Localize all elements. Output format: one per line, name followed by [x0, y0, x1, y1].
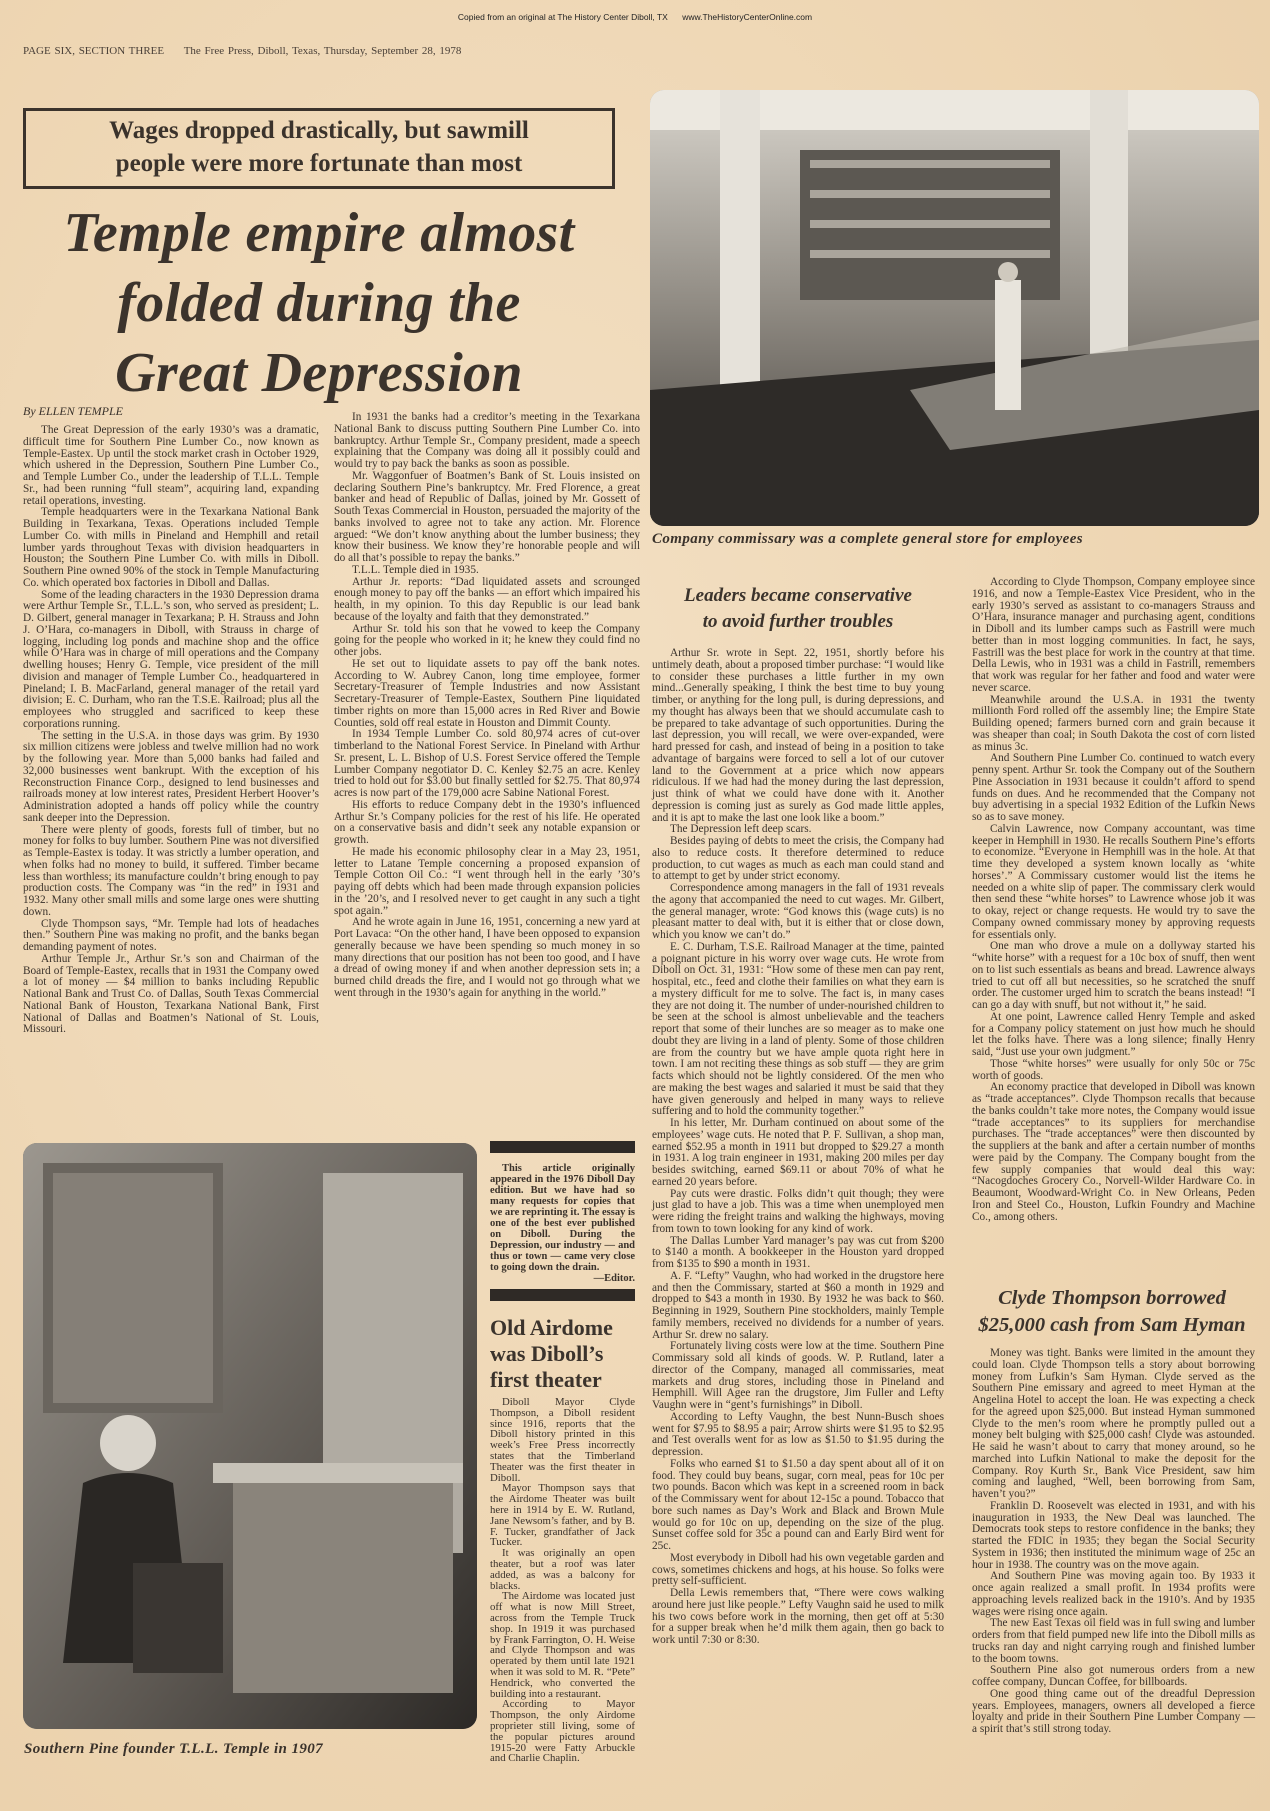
paragraph: Those “white horses” were usually for only 50c or 75c worth of goods. — [972, 1057, 1255, 1082]
leaders-subhead — [652, 583, 944, 635]
paragraph: He set out to liquidate assets to pay off the bank notes. According to W. Aubrey Canon, long time employee, former Secretary-Treasurer of Temple Industries and now Assistant Secretary-Treasurer of Temple-Eastex, Southern Pine liquidated timber rights on more than 15,000 acres in Red River and Bowie Counties, sold off real estate in Houston and Dimmit County. — [334, 657, 640, 729]
subhead-line: $25,000 cash from Sam Hyman — [978, 1314, 1246, 1336]
commissary-photo-image — [650, 90, 1259, 526]
paragraph: Correspondence among managers in the fall of 1931 reveals the agony that accompanied the need to cut wages. Mr. Gilbert, the general manager, wrote: “God knows this (wage cuts) is no pleasant matter to deal with, but it is either that or close down, which you know we can’t do.” — [652, 882, 944, 941]
founder-photo-image — [23, 1143, 477, 1729]
paragraph: There were plenty of goods, forests full of timber, but no money for folks to buy lumber. Southern Pine was not diversified as Temple-Eastex is today. It was strictly a lumber operation, and when folks had no money to build, it suffered. Timber became less than worthless; its manufacture couldn’t bring enough to pay production costs. The Company was “in the red” in 1931 and 1932. Many other small mills and some large ones were shutting down. — [23, 823, 319, 918]
credit-url: www.TheHistoryCenterOnline.com — [682, 12, 813, 22]
paragraph: He made his economic philosophy clear in a May 23, 1951, letter to Latane Temple concerning a proposed expansion of Temple Cotton Oil Co.: “I went through hell in the early ’30’s paying off debts which had been made through expansion policies in the ’20’s, and I resolved never to get caught in any such a tight spot again.” — [334, 845, 640, 917]
column-3 — [652, 648, 944, 1647]
paragraph: The Dallas Lumber Yard manager’s pay was cut from $200 to $140 a month. A bookkeeper in the Houston yard dropped from $135 to $90 a month in 1931. — [652, 1234, 944, 1270]
paragraph: Some of the leading characters in the 1930 Depression drama were Arthur Temple Sr., T.L.L.’s son, who served as president; L. D. Gilbert, general manager in Texarkana; P. H. Strauss and John J. O’Hara, co-managers in Diboll, with Strauss in charge of logging, including log ponds and machine shop and the office while O’Hara was in charge of mill operations and the Company dwelling houses; Henry G. Temple, vice president of the mill division and manager of Temple Lumber Co., headquartered in Pineland; I. B. MacFarland, general manager of the retail yard division; E. C. Durham, who ran the T.S.E. Railroad; plus all the employees who struggled and sacrificed to keep these corporations running. — [23, 588, 319, 730]
paragraph: Besides paying of debts to meet the crisis, the Company had also to reduce costs. It therefore determined to reduce production, to cut wages as much as each man could stand and to attempt to get by under strict economy. — [652, 835, 944, 883]
sidebar-title-line: was Diboll’s — [490, 1341, 604, 1366]
deck-box — [23, 108, 615, 189]
paragraph: One good thing came out of the dreadful Depression years. Employees, managers, owners all developed a fierce loyalty and pride in their Southern Pine Lumber Company — a spirit that’s still strong today. — [972, 1687, 1255, 1735]
sidebar-title — [490, 1315, 635, 1393]
page-folio — [23, 45, 477, 57]
paragraph: E. C. Durham, T.S.E. Railroad Manager at the time, painted a poignant picture in his worry over wage cuts. He wrote from Diboll on Oct. 31, 1931: “How some of these men can pay rent, hospital, etc., feed and clothe their families on what they earn is a mystery difficult for me to solve. The fact is, in many cases they are not doing it. The number of under-nourished children to be seen at the school is almost unbelievable and the teachers report that some of their lunches are so meager as to make one doubt they are living in a land of plenty. Some of those children are from the country but we have ample quota right here in town. I am not reciting these things as sob stuff — they are grim facts which should not be lightly considered. Of the men who are making the best wages and salaried it must be said that they have given generously and helped in many ways to relieve suffering and to hold the community together.” — [652, 940, 944, 1118]
archive-credit — [0, 12, 1270, 22]
founder-caption: Southern Pine founder T.L.L. Temple in 1907 — [24, 1741, 324, 1757]
paragraph: Arthur Temple Jr., Arthur Sr.’s son and Chairman of the Board of Temple-Eastex, recalls that in 1931 the Company owed a lot of money — $4 million to banks including Republic National Bank and Trust Co. of Dallas, South Texas Commercial National Bank of Houston, Texarkana National Bank, First National of Dallas and Boatmen’s National of St. Louis, Missouri. — [23, 952, 319, 1036]
main-headline — [23, 198, 615, 408]
column-4 — [972, 577, 1255, 1223]
editor-note — [490, 1163, 635, 1284]
paragraph: Franklin D. Roosevelt was elected in 1931, and with his inauguration in 1933, the New Deal was launched. The Democrats took steps to restore confidence in the banks; they started the FDIC in 1935; they began the Social Security System in 1936; then instituted the minimum wage of 25c an hour in 1938. The country was on the move again. — [972, 1499, 1255, 1571]
paragraph: According to Lefty Vaughn, the best Nunn-Busch shoes went for $7.95 to $8.95 a pair; Arrow shirts were $1.95 to $2.95 and Test overalls went for as low as $1.50 to $1.95 during the depression. — [652, 1410, 944, 1458]
editor-signature: —Editor. — [593, 1273, 635, 1284]
sidebar-title-line: first theater — [490, 1367, 602, 1392]
paragraph: The new East Texas oil field was in full swing and lumber orders from that field pumped new life into the Diboll mills as trucks ran day and night carrying rough and finished lumber to the boom towns. — [972, 1617, 1255, 1665]
paragraph: Clyde Thompson says, “Mr. Temple had lots of headaches then.” Southern Pine was making no profit, and the banks began demanding payment of notes. — [23, 917, 319, 953]
paragraph: Folks who earned $1 to $1.50 a day spent about all of it on food. They could buy beans, sugar, corn meal, peas for 10c per two pounds. Bacon which was kept in a screened room in back of the Commissary went for about 12-15c a pound. Tobacco that bore such names as Day’s Work and Black and Brown Mule would go for 10c on up, depending on the size of the plug. Sunset coffee sold for 35c a pound can and Early Bird went for 25c. — [652, 1457, 944, 1552]
folio-page: PAGE SIX, SECTION THREE — [23, 45, 165, 57]
commissary-caption: Company commissary was a complete general store for employees — [652, 531, 1084, 547]
paragraph: Mr. Waggonfuer of Boatmen’s Bank of St. Louis insisted on declaring Southern Pine’s bankruptcy. Mr. Fred Florence, a great banker and head of Republic of Dallas, joined by Mr. Gossett of South Texas Commercial in Houston, persuaded the majority of the banks involved to agree not to take any action. Mr. Florence argued: “We don’t know anything about the lumber business; they know their business. We know they’re honorable people and will do all that’s possible to repay the banks.” — [334, 469, 640, 564]
sidebar-body — [490, 1397, 635, 1764]
paragraph: Temple headquarters were in the Texarkana National Bank Building in Texarkana, Texas. Operations included Temple Lumber Co. with mills in Pineland and Hemphill and retail lumber yards throughout Texas with division headquarters in Houston; the Southern Pine Lumber Co. with mills in Diboll. Southern Pine owned 90% of the stock in Temple Manufacturing Co. which operated box factories in Diboll and Dallas. — [23, 506, 319, 589]
paragraph: T.L.L. Temple died in 1935. — [352, 563, 479, 576]
column-1 — [23, 425, 319, 1036]
deck-line: people were more fortunate than most — [115, 150, 523, 177]
founder-photo — [23, 1143, 477, 1729]
commissary-photo — [650, 90, 1259, 526]
sidebar-rule — [490, 1141, 635, 1153]
paragraph: In his letter, Mr. Durham continued on about some of the employees’ wage cuts. He noted that P. F. Sullivan, a shop man, earned $52.95 a month in 1911 but dropped to $29.27 a month in 1931. A log train engineer in 1931, making 200 miles per day besides switching, earned $69.11 or about 70% of what he earned 20 years before. — [652, 1117, 944, 1188]
sidebar-title-line: Old Airdome — [490, 1315, 613, 1340]
editor-note-text: This article originally appeared in the 1976 Diboll Day edition. But we have had so many requests for copies that we are reprinting it. The essay is one of the best ever published on Diboll. During the Depression, our industry — and thus or town — came very close to going down the drain. — [490, 1163, 635, 1273]
paragraph: The setting in the U.S.A. in those days was grim. By 1930 six million citizens were jobless and twelve million had no work by the following year. More than 5,000 banks had failed and 32,000 businesses went bankrupt. With the exception of his Reconstruction Finance Corp., designed to lend businesses and railroads money at low interest rates, President Herbert Hoover’s Administration adopted a hands off policy while the country sank deeper into the Depression. — [23, 729, 319, 824]
paragraph: His efforts to reduce Company debt in the 1930’s influenced Arthur Sr.’s Company policies for the rest of his life. He operated on a conservative basis and didn’t seek any notable expansion or growth. — [334, 798, 640, 846]
subhead-line: to avoid further troubles — [702, 611, 894, 632]
paragraph: Calvin Lawrence, now Company accountant, was time keeper in Hemphill in 1930. He recalls Southern Pine’s efforts to economize. “Everyone in Hemphill was in the hole. At that time they developed a system known locally as ‘white horses’.” A Commissary customer would list the items he needed on a white slip of paper. The commissary clerk would then send these “white horses” to Lawrence whose job it was to okay, reject or change requests. He would try to save the Company owned commissary money by approving requests for essentials only. — [972, 822, 1255, 941]
paragraph: And Southern Pine was moving again too. By 1933 it once again realized a small profit. In 1934 profits were approaching levels realized back in the 1910’s. And by 1935 wages were rising once again. — [972, 1570, 1255, 1618]
paragraph: Arthur Sr. wrote in Sept. 22, 1951, shortly before his untimely death, about a proposed timber purchase: “I would like to consider these purchases a little further in my own mind...Generally speaking, I think the best time to buy young timber, or anything for the long pull, is during depressions, and my thought has always been that we should accumulate cash to be prepared to take advantage of such opportunities. During the last depression, you will recall, we were over-expanded, were hard pressed for cash, and instead of being in a position to take advantage of bargains were forced to sell a lot of our cutover land to the Government at a price which now appears ridiculous. If we had had the money during the last depression, just think of what we could have done with it. Another depression is coming just as surely as God made little apples, and it is apt to make the last one look like a boom.” — [652, 647, 944, 824]
airdome-sidebar — [490, 1141, 635, 1764]
paragraph: According to Mayor Thompson, the only Airdome proprieter still living, some of the popular pictures around 1915-20 were Fatty Arbuckle and Charlie Chaplin. — [490, 1698, 635, 1765]
paragraph: At one point, Lawrence called Henry Temple and asked for a Company policy statement on just how much he should let the folks have. There was a long silence; finally Henry said, “Just use your own judgment.” — [972, 1010, 1255, 1058]
paragraph: An economy practice that developed in Diboll was known as “trade acceptances”. Clyde Thompson recalls that because the banks couldn’t take more notes, the Company would issue “trade acceptances” to its suppliers for merchandise purchases. The “trade acceptances” were then discounted by the suppliers at the bank and after a certain number of months were paid by the Company. The Company bought from the few supply companies that would deal this way: “Nacogdoches Grocery Co., Norvell-Wilder Hardware Co. in Beaumont, Woodward-Wright Co. in New Orleans, Peden Iron and Steel Co., Houston, Lufkin Foundry and Machine Co., among others. — [972, 1081, 1255, 1223]
paragraph: A. F. “Lefty” Vaughn, who had worked in the drugstore here and then the Commissary, started at $60 a month in 1929 and dropped to $43 a month in 1930. By 1932 he was back to $60. Beginning in 1929, Southern Pine stockholders, mainly Temple family members, received no dividends for a number of years. Arthur Sr. drew no salary. — [652, 1269, 944, 1341]
paragraph: And he wrote again in June 16, 1951, concerning a new yard at Port Lavaca: “On the other hand, I have been opposed to expansion generally because we have been spending so much money in so many directions that our position has not been too good, and I have a dread of owing money if and when another depression sets in; a burned child dreads the fire, and I would not go through what we went through in the 1930’s again for anything in the world.” — [334, 916, 640, 999]
subhead-line: Clyde Thompson borrowed — [998, 1287, 1226, 1309]
headline-line: folded during the — [117, 272, 521, 334]
paragraph: Mayor Thompson says that the Airdome Theater was built here in 1914 by E. W. Rutland, Jane Newsom’s father, and by B. F. Tucker, grandfather of Jack Tucker. — [490, 1482, 635, 1549]
paragraph: In 1934 Temple Lumber Co. sold 80,974 acres of cut-over timberland to the National Forest Service. In Pineland with Arthur Sr. present, L. L. Bishop of U.S. Forest Service offered the Temple Lumber Company negotiator D. C. Kenley $2.75 an acre. Kenley tried to hold out for $3.00 but finally settled for $2.75. That 80,974 acres is now part of the 179,000 acre Sabine National Forest. — [334, 728, 640, 799]
subhead-line: Leaders became conservative — [684, 585, 912, 606]
paragraph: Arthur Jr. reports: “Dad liquidated assets and scrounged enough money to pay off the banks — an effort which impaired his health, in my opinion. To this day Republic is our lead bank because of the loyalty and faith that they demonstrated.” — [334, 575, 640, 623]
paragraph: And Southern Pine Lumber Co. continued to watch every penny spent. Arthur Sr. took the Company out of the Southern Pine Association in 1931 because it couldn’t afford to spend funds on dues. And he recommended that the Company not buy advertising in a special 1932 Edition of the Lufkin News so as to save money. — [972, 752, 1255, 823]
credit-source: Copied from an original at The History Center Diboll, TX — [457, 12, 668, 22]
paragraph: Pay cuts were drastic. Folks didn’t quit though; they were just glad to have a job. This was a time when unemployed men were riding the freight trains and walking the highways, moving from town to town looking for any kind of work. — [652, 1187, 944, 1235]
paragraph: One man who drove a mule on a dollyway started his “white horse” with a request for a 10c box of snuff, then went on to list such essentials as beans and bread. Lawrence always tried to cut off all but necessities, so he scratched the snuff order. The customer urged him to scratch the beans instead! “I can go a day with snuff, but not without it,” he said. — [972, 940, 1255, 1011]
folio-paper: The Free Press, Diboll, Texas, Thursday, September 28, 1978 — [183, 45, 462, 57]
column-2 — [334, 412, 640, 1000]
headline-line: Temple empire almost — [63, 202, 575, 264]
paragraph: Fortunately living costs were low at the time. Southern Pine Commissary sold all kinds of goods. W. P. Rutland, later a director of the Company, managed all commissaries, meat markets and drug stores, including those in Pineland and Hemphill. Will Agee ran the drugstore, Jim Fuller and Lefty Vaughn were in “gent’s furnishings” in Diboll. — [652, 1340, 944, 1411]
paragraph: Money was tight. Banks were limited in the amount they could loan. Clyde Thompson tells a story about borrowing money from Lufkin’s Sam Hyman. Clyde served as the Southern Pine emissary and agreed to meet Hyman at the Angelina Hotel to accept the loan. He was expecting a check for the agreed upon $25,000. But instead Hyman summoned Clyde to the men’s room where he promptly pulled out a money belt bulging with $25,000 cash! Clyde was astounded. He said he wasn’t about to carry that money around, so he marched into Lufkin National to make the deposit for the Company. Roy Kurth Sr., Bank Vice President, saw him coming and laughed, “Well, been borrowing from Sam, haven’t you?” — [972, 1347, 1255, 1500]
hyman-subhead — [962, 1285, 1262, 1339]
sidebar-rule — [490, 1289, 635, 1301]
deck-line: Wages dropped drastically, but sawmill — [109, 117, 529, 144]
paragraph: Della Lewis remembers that, “There were cows walking around here just like people.” Lefty Vaughn said he used to milk his two cows before work in the morning, then get off at 5:30 for a supper break when he’d milk them again, then go back to work until 7:30 or 8:30. — [652, 1587, 944, 1646]
paragraph: Diboll Mayor Clyde Thompson, a Diboll resident since 1916, reports that the Diboll history printed in this week’s Free Press incorrectly states that the Timberland Theater was the first theater in Diboll. — [490, 1396, 635, 1484]
paragraph: In 1931 the banks had a creditor’s meeting in the Texarkana National Bank to discuss putting Southern Pine Lumber Co. into bankruptcy. Arthur Temple Sr., Company president, made a speech explaining that the Company was doing all it possibly could and would try to pay back the banks as soon as possible. — [334, 411, 640, 470]
paragraph: Southern Pine also got numerous orders from a new coffee company, Duncan Coffee, for billboards. — [972, 1664, 1255, 1688]
paragraph: It was originally an open theater, but a roof was later added, as was a balcony for blacks. — [490, 1547, 635, 1592]
paragraph: Arthur Sr. told his son that he vowed to keep the Company going for the people who worked in it; he knew they could find no other jobs. — [334, 622, 640, 658]
paragraph: The Great Depression of the early 1930’s was a dramatic, difficult time for Southern Pine Lumber Co., now known as Temple-Eastex. Up until the stock market crash in October 1929, which ushered in the Depression, Southern Pine Lumber Co., and Temple Lumber Co., under the leadership of T.L.L. Temple Sr., had been running “full steam”, acquiring land, expanding retail operations, investing. — [23, 424, 319, 507]
headline-line: Great Depression — [115, 342, 523, 404]
paragraph: Most everybody in Diboll had his own vegetable garden and cows, sometimes chickens and hogs, at his house. So folks were pretty self-sufficient. — [652, 1551, 944, 1588]
byline: By ELLEN TEMPLE — [23, 404, 124, 418]
paragraph: The Airdome was located just off what is now Mill Street, across from the Temple Truck shop. In 1919 it was purchased by Frank Farrington, O. H. Weise and Clyde Thompson and was operated by them until late 1921 when it was sold to M. R. “Pete” Hendrick, who converted the building into a restaurant. — [490, 1590, 635, 1700]
paragraph: Meanwhile around the U.S.A. in 1931 the twenty millionth Ford rolled off the assembly line; the Empire State Building opened; farmers burned corn and grain because it was sheaper than coal; in South Dakota the cost of corn listed as minus 3c. — [972, 693, 1255, 753]
column-4-continued — [972, 1348, 1255, 1736]
paragraph: The Depression left deep scars. — [670, 823, 812, 836]
paragraph: According to Clyde Thompson, Company employee since 1916, and now a Temple-Eastex Vice President, who in the early 1930’s served as assistant to co-managers Strauss and O’Hara, insurance manager and purchasing agent, conditions in Diboll and its lumber camps such as Fastrill were much better than in most logging communities. In fact, he says, Fastrill was the best place for work in the country at that time. Della Lewis, who in 1931 was a child in Fastrill, remembers that work was regular for her father and food and water were never scarce. — [972, 576, 1255, 694]
